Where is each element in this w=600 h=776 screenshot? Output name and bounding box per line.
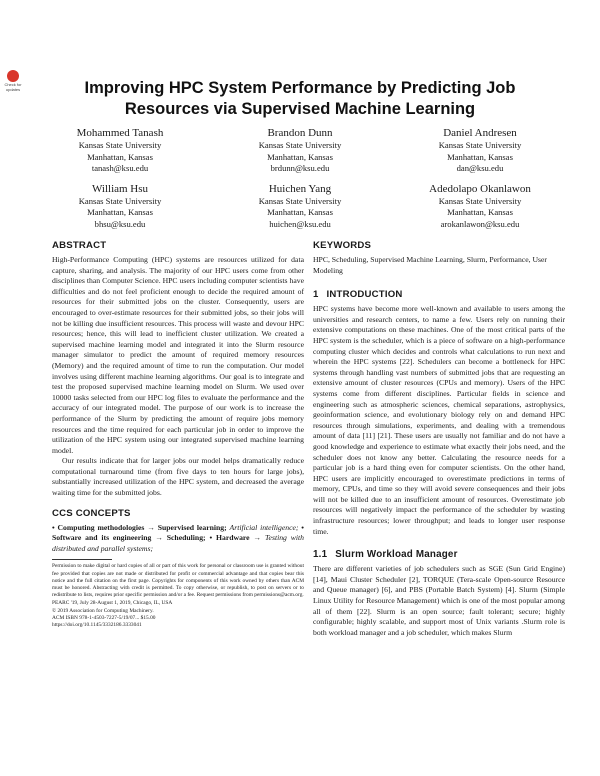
- ccs-term: • Software and its engineering → Scheduling;: [52, 522, 304, 543]
- author-name: Huichen Yang: [268, 182, 332, 195]
- author-name: Adedolapo Okanlawon: [429, 182, 531, 195]
- author-affiliation: Kansas State University: [78, 140, 162, 150]
- keywords-text: HPC, Scheduling, Supervised Machine Learning, Slurm, Performance, User Modeling: [313, 255, 547, 275]
- author-location: Manhattan, Kansas: [87, 207, 153, 217]
- author-row: [30, 182, 570, 231]
- venue: PEARC '19, July 28-August 1, 2019, Chicago, IL, USA: [52, 600, 173, 607]
- isbn: ACM ISBN 978-1-4503-7227-5/19/07... $15.00: [52, 614, 156, 621]
- permission-text: Permission to make digital or hard copies of all or part of this work for personal or classroom use is granted without fee provided that copies are not made or distributed for profit or commercial advantage and that copies bear this notice and the full citation on the first page. Copyrights for components of this work owned by others than ACM must be honored. Abstracting with credit is permitted. To copy otherwise, or republish, to post on servers or to redistribute to lists, requires prior specific permission and/or a fee. Request permissions from permissions@acm.org.: [52, 563, 304, 599]
- abstract-paragraph: Our results indicate that for larger jobs our model helps dramatically reduce computational turnaround time (from five days to ten hours for large jobs), substantially increased utilization of the HPC system, and decreased the average waiting time for the submitted jobs.: [52, 456, 304, 498]
- subsection-heading: [313, 549, 565, 560]
- author-location: Manhattan, Kansas: [267, 151, 333, 162]
- ccs-term: • Hardware →: [209, 533, 262, 543]
- section-number: 1.1: [313, 549, 328, 561]
- author-name: Mohammed Tanash: [76, 127, 164, 139]
- paper-title: Improving HPC System Performance by Predicting Job Resources via Supervised Machine Learning: [84, 79, 516, 118]
- author: [30, 126, 210, 175]
- author: [390, 126, 570, 175]
- doi-link[interactable]: https://doi.org/10.1145/3332186.3333041: [52, 622, 142, 629]
- author-location: Manhattan, Kansas: [267, 207, 333, 217]
- section-number: 1: [313, 289, 319, 301]
- section-title: INTRODUCTION: [326, 289, 403, 301]
- ccs-concepts: [52, 523, 304, 555]
- ccs-term: Testing with distributed and parallel systems;: [52, 533, 304, 553]
- author-affiliation: Kansas State University: [258, 195, 342, 206]
- abstract-heading: ABSTRACT: [52, 240, 107, 251]
- copyright: © 2019 Association for Computing Machinery.: [52, 607, 154, 614]
- author-email[interactable]: brdunn@ksu.edu: [270, 163, 330, 173]
- author-affiliation: Kansas State University: [438, 195, 522, 206]
- author-email[interactable]: huichen@ksu.edu: [269, 218, 331, 229]
- footnote-divider: [52, 559, 112, 560]
- keywords-heading: KEYWORDS: [313, 240, 372, 251]
- intro-heading: [313, 289, 565, 300]
- left-column: [52, 240, 304, 629]
- ccs-heading: CCS CONCEPTS: [52, 507, 131, 519]
- author: [210, 182, 390, 231]
- author: [390, 182, 570, 231]
- acm-artifact-badge-icon: [7, 70, 19, 82]
- section-title: Slurm Workload Manager: [335, 549, 458, 561]
- author-affiliation: Kansas State University: [438, 140, 522, 150]
- author-row: [30, 126, 570, 175]
- author-email[interactable]: arokanlawon@ksu.edu: [440, 218, 520, 229]
- badge-text: Check for updates: [4, 82, 22, 92]
- author-email[interactable]: dan@ksu.edu: [456, 163, 504, 173]
- author-location: Manhattan, Kansas: [447, 151, 513, 162]
- author-location: Manhattan, Kansas: [447, 207, 513, 217]
- author-affiliation: Kansas State University: [78, 195, 162, 206]
- abstract-paragraph: High-Performance Computing (HPC) systems are resources utilized for data capture, sharing, and analysis. The majority of our HPC users come from other disciplines than Computer Science. HPC users including computer scientists have difficulties and do not feel proficient enough to decide the required amount of resources for their submitted jobs on the cluster. Consequently, users are encouraged to over-estimate resources for their submitted jobs, so their jobs will not be killing due insufficient resources. This process will waste and devour HPC resources; hence, this will lead to inefficient cluster utilization. We created a supervised machine learning model and integrated it into the Slurm resource manager simulator to predict the amount of required memory resources (Memory) and the required amount of time to run the computation. Our model involves using different machine learning algorithms. Our goal is to integrate and test the proposed supervised machine learning model on Slurm. We used over 10000 tasks selected from our HPC log files to evaluate the performance and the accuracy of our integrated model. The purpose of our work is to increase the performance of the Slurm by predicting the amount of require jobs memory resources and the time required for each particular job in order to improve the utilization of the HPC system using our integrated supervised machine learning model.: [52, 255, 304, 455]
- author-name: Brandon Dunn: [267, 127, 333, 139]
- author-name: Daniel Andresen: [443, 127, 517, 139]
- author-email[interactable]: bhsu@ksu.edu: [94, 218, 146, 229]
- intro-paragraph: HPC systems have become more well-known and available to users among the universities and research centers, to name a few. Users rely on running their extensive computations on these machines. One of the most critical parts of the HPC system is the scheduler, which is a piece of software on a high-performance computing cluster which decides and controls what calculations to run next and wherein the HPC systems [22]. Schedulers can become a bottleneck for HPC systems through handling vast numbers of submitted jobs that are requesting an extensive amount of cluster resources (CPUs and memory). Users of the HPC systems come from different disciplines. Particular fields in science and engineering such as atmospheric sciences, chemical separations, astrophysics, geoinformation science, and evolutionary biology rely on and demand HPC resources through simulations, experiments, and dealing with a tremendous amount of data [11] [21]. These users are usually not familiar and do not have a good knowledge and experience to estimate what exactly their jobs need, and the scheduler does not know any better. Calculating the resource needs for a particular job is a hard thing even for computer scientists. On the other hand, HPC users are implicitly encouraged to overestimate predictions in terms of memory, CPUs, and time so they will avoid severe consequences and their jobs will not be killed due to an insufficient amount of resources. Overestimate job resources will negatively impact the performance of the scheduler by wasting infrastructure resources; lower throughput; and leads to longer user response time.: [313, 304, 565, 536]
- right-column: [313, 240, 565, 638]
- ccs-term: Artificial intelligence;: [229, 522, 299, 532]
- acm-badge[interactable]: [2, 70, 24, 94]
- author-name: William Hsu: [91, 182, 149, 195]
- author-location: Manhattan, Kansas: [87, 151, 153, 162]
- author-affiliation: Kansas State University: [258, 140, 342, 150]
- author: [210, 126, 390, 175]
- ccs-term: • Computing methodologies → Supervised learning;: [52, 522, 227, 532]
- author-block: [30, 126, 570, 237]
- author: [30, 182, 210, 231]
- subsection-paragraph: There are different varieties of job schedulers such as SGE (Sun Grid Engine) [14], Maui Cluster Scheduler [2], TORQUE (Tera-scale Open-source Resource and Queue manager) [6], and PBS (Portable Batch System) [4]. Slurm (Simple Linux Utility for Resource Management) which is one of the most popular among all of them [22]. Slurm is an open source; fault tolerant; secure; highly configurable; highly scalable, and support most of Unix variants .Slurm role is both workload manager and a job scheduler, which makes Slurm: [313, 564, 565, 637]
- permission-notice: [52, 563, 304, 629]
- author-email[interactable]: tanash@ksu.edu: [91, 163, 149, 173]
